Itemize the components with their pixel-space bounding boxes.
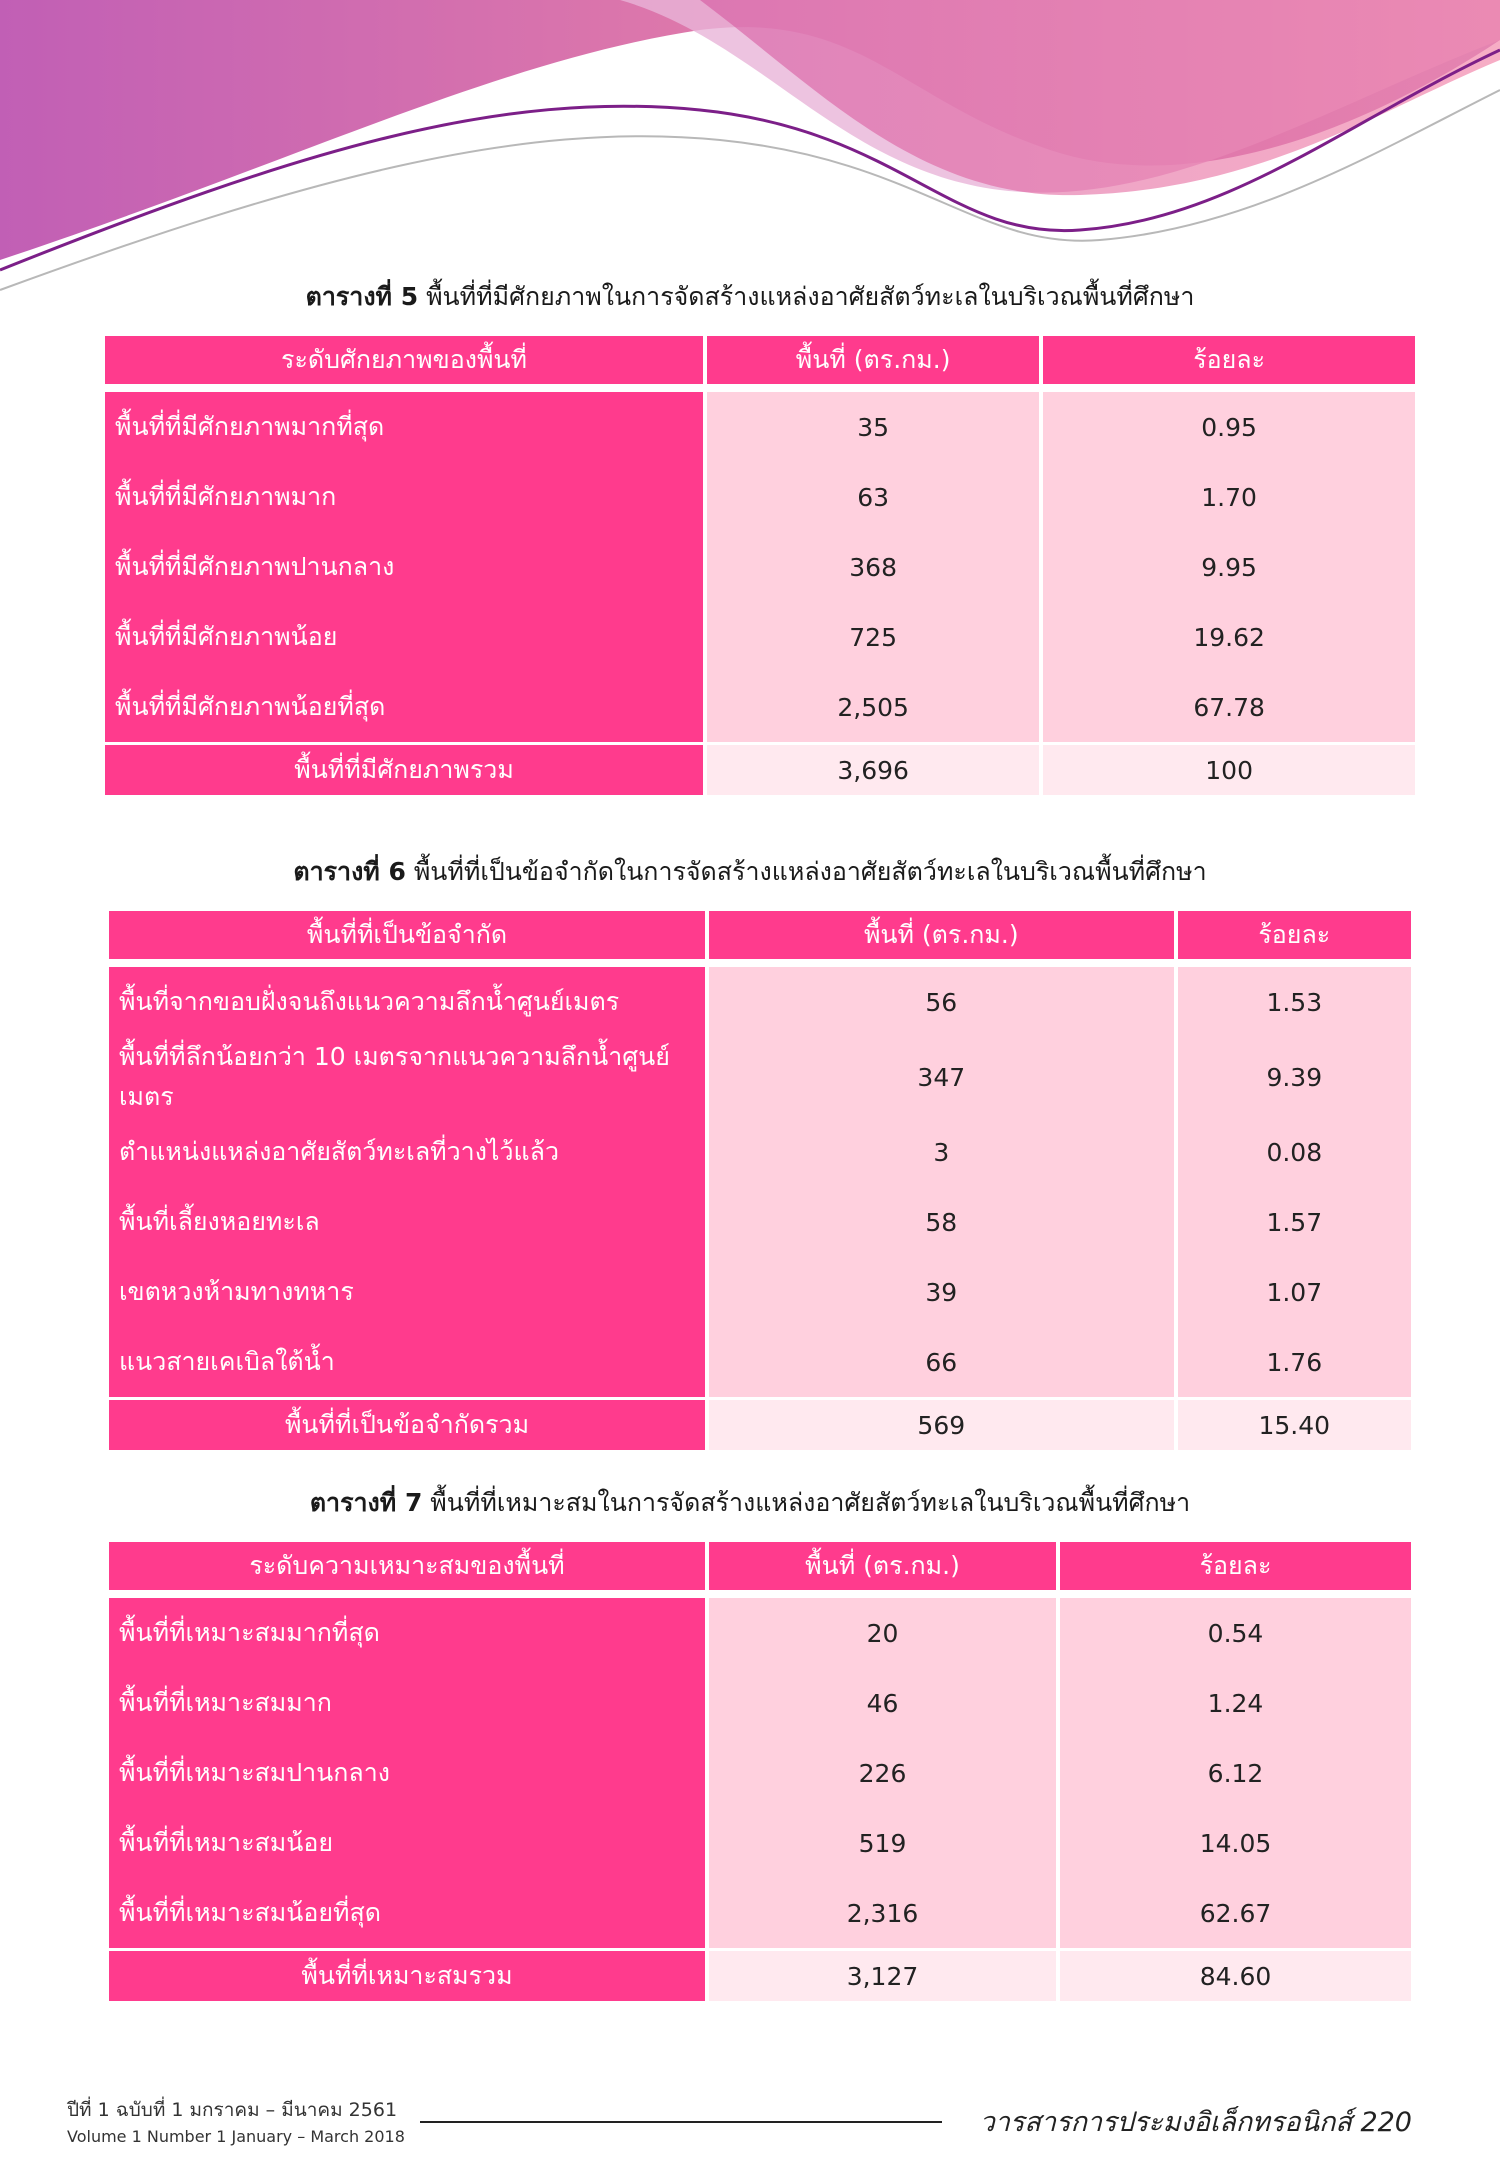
total-percent: 15.40 — [1178, 1397, 1411, 1450]
table7-caption — [0, 1486, 1500, 1520]
total-label: พื้นที่ที่มีศักยภาพรวม — [105, 742, 703, 795]
area-value: 2,505 — [707, 672, 1039, 742]
area-value: 725 — [707, 602, 1039, 672]
table-row — [109, 1598, 1411, 1668]
row-label: เขตหวงห้ามทางทหาร — [109, 1257, 705, 1327]
table6-header-row — [109, 911, 1411, 959]
area-value: 46 — [709, 1668, 1056, 1738]
row-label: พื้นที่ที่เหมาะสมมากที่สุด — [109, 1598, 705, 1668]
percent-value: 6.12 — [1060, 1738, 1411, 1808]
row-label: พื้นที่ที่มีศักยภาพมาก — [105, 462, 703, 532]
table-row — [109, 1327, 1411, 1397]
row-label: พื้นที่ที่ลึกน้อยกว่า 10 เมตรจากแนวความลึกน้ำศูนย์เมตร — [109, 1037, 705, 1117]
percent-value: 9.39 — [1178, 1037, 1411, 1117]
table5-caption — [0, 280, 1500, 314]
area-value: 58 — [709, 1187, 1174, 1257]
table7-header-row — [109, 1542, 1411, 1590]
table7-caption-label: ตารางที่ 7 — [309, 1488, 423, 1517]
table5-header-area: พื้นที่ (ตร.กม.) — [707, 336, 1039, 384]
area-value: 347 — [709, 1037, 1174, 1117]
table5-header-row — [105, 336, 1415, 384]
percent-value: 1.70 — [1043, 462, 1415, 532]
area-value: 39 — [709, 1257, 1174, 1327]
area-value: 35 — [707, 392, 1039, 462]
table-row — [105, 392, 1415, 462]
total-label: พื้นที่ที่เหมาะสมรวม — [109, 1948, 705, 2001]
percent-value: 62.67 — [1060, 1878, 1411, 1948]
table6-total-row — [109, 1397, 1411, 1450]
row-label: พื้นที่เลี้ยงหอยทะเล — [109, 1187, 705, 1257]
table-row — [109, 1668, 1411, 1738]
table-row — [109, 1187, 1411, 1257]
total-percent: 84.60 — [1060, 1948, 1411, 2001]
row-label: พื้นที่ที่เหมาะสมมาก — [109, 1668, 705, 1738]
percent-value: 1.07 — [1178, 1257, 1411, 1327]
table-row — [105, 532, 1415, 602]
row-label: พื้นที่ที่มีศักยภาพน้อย — [105, 602, 703, 672]
area-value: 63 — [707, 462, 1039, 532]
header-wave-art — [0, 0, 1500, 300]
table-row — [105, 672, 1415, 742]
table5-caption-text: พื้นที่ที่มีศักยภาพในการจัดสร้างแหล่งอาศัยสัตว์ทะเลในบริเวณพื้นที่ศึกษา — [426, 282, 1195, 311]
table-row — [109, 967, 1411, 1037]
percent-value: 1.76 — [1178, 1327, 1411, 1397]
area-value: 368 — [707, 532, 1039, 602]
table5 — [101, 336, 1419, 795]
area-value: 2,316 — [709, 1878, 1056, 1948]
table-row — [109, 1738, 1411, 1808]
table-row — [109, 1808, 1411, 1878]
percent-value: 0.54 — [1060, 1598, 1411, 1668]
footer-journal — [980, 2100, 1412, 2143]
area-value: 3 — [709, 1117, 1174, 1187]
footer-issue-en: Volume 1 Number 1 January – March 2018 — [67, 2127, 405, 2146]
footer-divider — [420, 2121, 942, 2123]
table-row — [105, 462, 1415, 532]
total-area: 3,696 — [707, 742, 1039, 795]
row-label: แนวสายเคเบิลใต้น้ำ — [109, 1327, 705, 1397]
area-value: 226 — [709, 1738, 1056, 1808]
table7-total-row — [109, 1948, 1411, 2001]
row-label: พื้นที่ที่มีศักยภาพปานกลาง — [105, 532, 703, 602]
percent-value: 0.08 — [1178, 1117, 1411, 1187]
percent-value: 14.05 — [1060, 1808, 1411, 1878]
table7-header-percent: ร้อยละ — [1060, 1542, 1411, 1590]
table7-caption-text: พื้นที่ที่เหมาะสมในการจัดสร้างแหล่งอาศัยสัตว์ทะเลในบริเวณพื้นที่ศึกษา — [430, 1488, 1191, 1517]
percent-value: 1.53 — [1178, 967, 1411, 1037]
page-number: 220 — [1360, 2107, 1412, 2138]
row-label: พื้นที่ที่มีศักยภาพมากที่สุด — [105, 392, 703, 462]
percent-value: 19.62 — [1043, 602, 1415, 672]
row-label: พื้นที่จากขอบฝั่งจนถึงแนวความลึกน้ำศูนย์เมตร — [109, 967, 705, 1037]
table-row — [109, 1878, 1411, 1948]
table6-caption — [0, 855, 1500, 889]
percent-value: 0.95 — [1043, 392, 1415, 462]
percent-value: 1.24 — [1060, 1668, 1411, 1738]
table7 — [105, 1542, 1415, 2001]
footer-issue-th: ปีที่ 1 ฉบับที่ 1 มกราคม – มีนาคม 2561 — [67, 2099, 398, 2121]
table6-caption-text: พื้นที่ที่เป็นข้อจำกัดในการจัดสร้างแหล่งอาศัยสัตว์ทะเลในบริเวณพื้นที่ศึกษา — [413, 857, 1207, 886]
table5-header-level: ระดับศักยภาพของพื้นที่ — [105, 336, 703, 384]
table-row — [105, 602, 1415, 672]
table6 — [105, 911, 1415, 1450]
table-row — [109, 1117, 1411, 1187]
table-row — [109, 1037, 1411, 1117]
total-area: 569 — [709, 1397, 1174, 1450]
area-value: 519 — [709, 1808, 1056, 1878]
table6-header-percent: ร้อยละ — [1178, 911, 1411, 959]
area-value: 56 — [709, 967, 1174, 1037]
row-label: พื้นที่ที่เหมาะสมน้อยที่สุด — [109, 1878, 705, 1948]
table7-header-area: พื้นที่ (ตร.กม.) — [709, 1542, 1056, 1590]
total-area: 3,127 — [709, 1948, 1056, 2001]
total-label: พื้นที่ที่เป็นข้อจำกัดรวม — [109, 1397, 705, 1450]
row-label: พื้นที่ที่มีศักยภาพน้อยที่สุด — [105, 672, 703, 742]
row-label: พื้นที่ที่เหมาะสมปานกลาง — [109, 1738, 705, 1808]
table6-caption-label: ตารางที่ 6 — [293, 857, 406, 886]
journal-name: วารสารการประมงอิเล็กทรอนิกส์ — [979, 2107, 1352, 2138]
table5-total-row — [105, 742, 1415, 795]
table5-header-percent: ร้อยละ — [1043, 336, 1415, 384]
row-label: ตำแหน่งแหล่งอาศัยสัตว์ทะเลที่วางไว้แล้ว — [109, 1117, 705, 1187]
row-label: พื้นที่ที่เหมาะสมน้อย — [109, 1808, 705, 1878]
table6-header-constraint: พื้นที่ที่เป็นข้อจำกัด — [109, 911, 705, 959]
total-percent: 100 — [1043, 742, 1415, 795]
percent-value: 9.95 — [1043, 532, 1415, 602]
table-row — [109, 1257, 1411, 1327]
percent-value: 67.78 — [1043, 672, 1415, 742]
table5-caption-label: ตารางที่ 5 — [305, 282, 419, 311]
table7-header-level: ระดับความเหมาะสมของพื้นที่ — [109, 1542, 705, 1590]
area-value: 20 — [709, 1598, 1056, 1668]
table6-header-area: พื้นที่ (ตร.กม.) — [709, 911, 1174, 959]
percent-value: 1.57 — [1178, 1187, 1411, 1257]
area-value: 66 — [709, 1327, 1174, 1397]
